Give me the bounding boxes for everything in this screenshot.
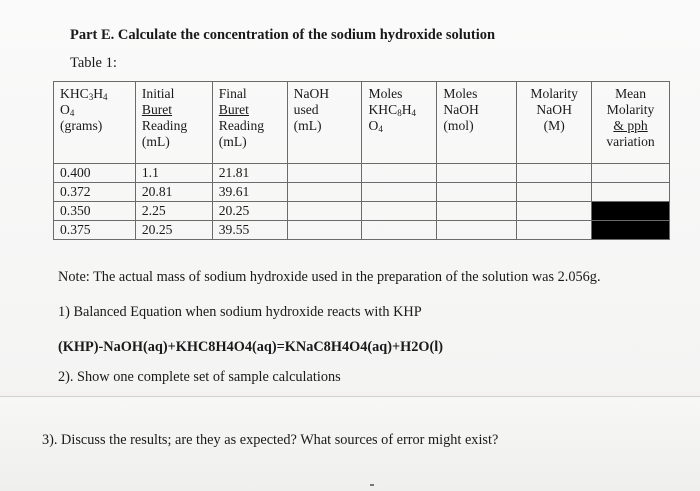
cell-moles-khp <box>362 221 437 240</box>
header-mean-molarity: Mean Molarity & pph variation <box>592 82 670 164</box>
cell-moles-naoh <box>437 221 517 240</box>
question-1: 1) Balanced Equation when sodium hydroxide reacts with KHP <box>58 304 422 320</box>
header-khp-grams: $KHC_3H_4$ $O_4$ (grams) <box>54 82 136 164</box>
header-molarity-naoh: Molarity NaOH (M) <box>517 82 592 164</box>
table-row <box>54 164 670 183</box>
table-row <box>54 202 670 221</box>
cell-mean-molarity-blacked-out <box>592 202 670 221</box>
note-text: Note: The actual mass of sodium hydroxide used in the preparation of the solution was 2.056g. <box>58 269 601 285</box>
cell-moles-naoh <box>437 183 517 202</box>
results-table <box>53 81 670 240</box>
cell-naoh-used <box>287 183 362 202</box>
cell-molarity <box>517 164 592 183</box>
cell-initial-reading: 1.1 <box>135 164 212 183</box>
cell-mean-molarity-blacked-out <box>592 221 670 240</box>
cell-moles-khp <box>362 183 437 202</box>
cell-khp-mass: 0.372 <box>54 183 136 202</box>
cell-initial-reading: 20.81 <box>135 183 212 202</box>
header-final-buret: Final Buret Reading (mL) <box>212 82 287 164</box>
question-2: 2). Show one complete set of sample calculations <box>58 369 341 385</box>
cell-final-reading: 20.25 <box>212 202 287 221</box>
cell-mean-molarity <box>592 164 670 183</box>
cell-moles-khp <box>362 164 437 183</box>
cell-naoh-used <box>287 221 362 240</box>
question-3: 3). Discuss the results; are they as expected? What sources of error might exist? <box>42 432 499 448</box>
cell-molarity <box>517 183 592 202</box>
balanced-equation: (KHP)-NaOH(aq)+KHC8H4O4(aq)=KNaC8H4O4(aq)+H2O(l) <box>58 339 444 355</box>
cell-final-reading: 39.55 <box>212 221 287 240</box>
page-title: Part E. Calculate the concentration of the sodium hydroxide solution <box>70 27 496 43</box>
cell-molarity <box>517 221 592 240</box>
cell-moles-naoh <box>437 202 517 221</box>
cell-final-reading: 39.61 <box>212 183 287 202</box>
table-row <box>54 183 670 202</box>
header-moles-naoh: Moles NaOH (mol) <box>437 82 517 164</box>
cell-final-reading: 21.81 <box>212 164 287 183</box>
cell-khp-mass: 0.375 <box>54 221 136 240</box>
cell-mean-molarity <box>592 183 670 202</box>
cell-moles-khp <box>362 202 437 221</box>
header-initial-buret: Initial Buret Reading (mL) <box>135 82 212 164</box>
header-moles-khp: Moles $KHC_8H_4$ $O_4$ <box>362 82 437 164</box>
cell-moles-naoh <box>437 164 517 183</box>
cell-naoh-used <box>287 164 362 183</box>
table-caption: Table 1: <box>70 55 117 71</box>
header-naoh-used: NaOH used (mL) <box>287 82 362 164</box>
scroll-marker <box>370 484 374 486</box>
cell-initial-reading: 20.25 <box>135 221 212 240</box>
table-row <box>54 221 670 240</box>
cell-khp-mass: 0.400 <box>54 164 136 183</box>
cell-initial-reading: 2.25 <box>135 202 212 221</box>
table-header-row <box>54 82 670 164</box>
cell-khp-mass: 0.350 <box>54 202 136 221</box>
cell-molarity <box>517 202 592 221</box>
cell-naoh-used <box>287 202 362 221</box>
